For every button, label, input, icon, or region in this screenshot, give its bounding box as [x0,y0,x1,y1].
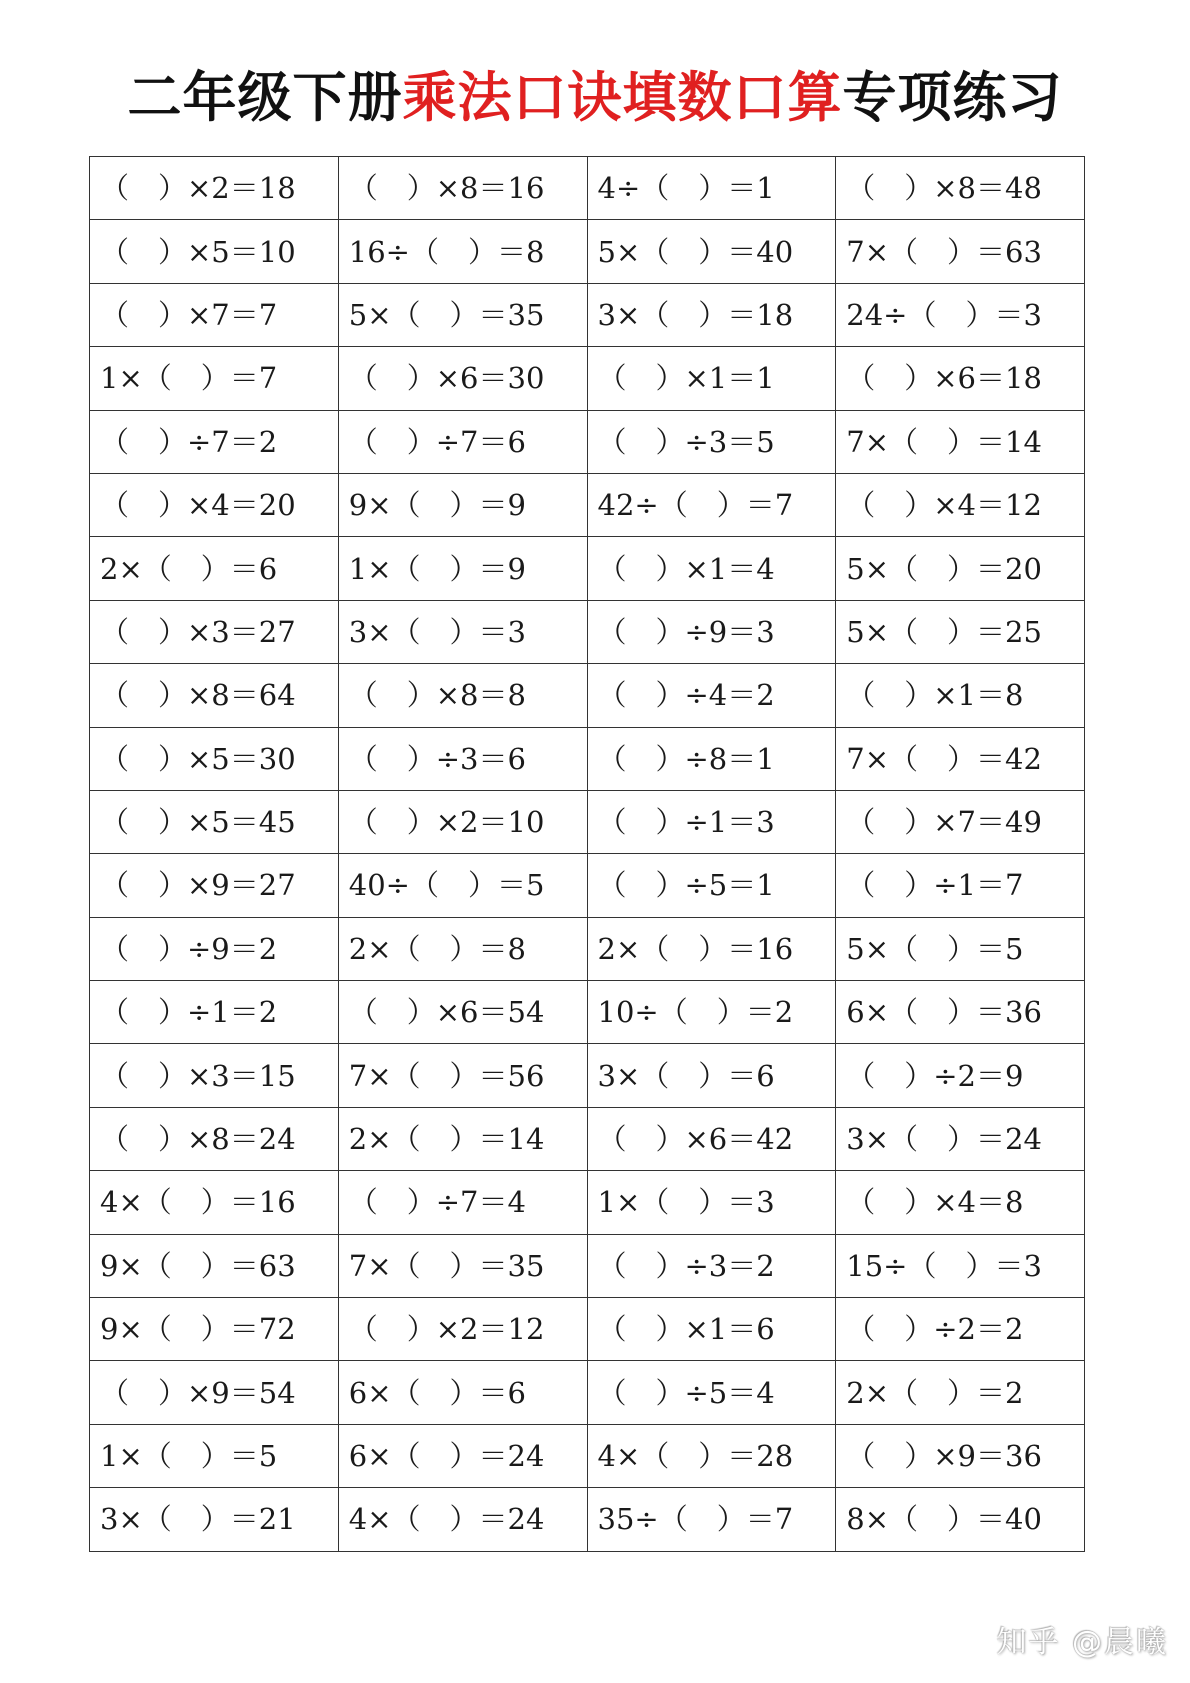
table-row [90,283,1085,346]
exercise-cell: （ ）×8＝24 [90,1107,339,1170]
table-row [90,1234,1085,1297]
exercise-cell: （ ）÷5＝1 [587,854,836,917]
exercise-cell: （ ）×7＝49 [836,790,1085,853]
exercise-cell: 35÷（ ）＝7 [587,1488,836,1551]
exercise-cell: 15÷（ ）＝3 [836,1234,1085,1297]
watermark: 知乎 @晨曦 [996,1625,1168,1660]
exercise-cell: 2×（ ）＝6 [90,537,339,600]
table-row [90,1171,1085,1234]
exercise-cell: 3×（ ）＝6 [587,1044,836,1107]
exercise-cell: （ ）×6＝42 [587,1107,836,1170]
exercise-cell: 7×（ ）＝56 [338,1044,587,1107]
exercise-cell: 2×（ ）＝8 [338,917,587,980]
exercise-cell: 5×（ ）＝40 [587,220,836,283]
table-row [90,1424,1085,1487]
table-row [90,537,1085,600]
exercise-cell: （ ）÷1＝3 [587,790,836,853]
table-row [90,220,1085,283]
exercise-cell: （ ）÷7＝6 [338,410,587,473]
table-row [90,981,1085,1044]
exercise-cell: （ ）÷2＝2 [836,1298,1085,1361]
exercise-cell: 10÷（ ）＝2 [587,981,836,1044]
table-row [90,1044,1085,1107]
table-row [90,854,1085,917]
exercise-cell: 8×（ ）＝40 [836,1488,1085,1551]
exercise-cell: （ ）×6＝30 [338,347,587,410]
exercise-cell: 4×（ ）＝24 [338,1488,587,1551]
table-row [90,664,1085,727]
exercise-cell: （ ）×4＝12 [836,473,1085,536]
exercise-table-body [90,157,1085,1552]
exercise-cell: 6×（ ）＝24 [338,1424,587,1487]
exercise-cell: （ ）×9＝27 [90,854,339,917]
exercise-cell: （ ）÷3＝6 [338,727,587,790]
exercise-cell: 16÷（ ）＝8 [338,220,587,283]
table-row [90,473,1085,536]
exercise-cell: 4÷（ ）＝1 [587,157,836,220]
exercise-cell: 2×（ ）＝14 [338,1107,587,1170]
exercise-cell: （ ）÷5＝4 [587,1361,836,1424]
exercise-cell: （ ）×6＝54 [338,981,587,1044]
exercise-cell: 7×（ ）＝14 [836,410,1085,473]
exercise-cell: 2×（ ）＝2 [836,1361,1085,1424]
exercise-cell: 5×（ ）＝35 [338,283,587,346]
exercise-cell: 6×（ ）＝6 [338,1361,587,1424]
exercise-cell: （ ）÷2＝9 [836,1044,1085,1107]
exercise-cell: （ ）÷1＝2 [90,981,339,1044]
exercise-cell: （ ）÷7＝4 [338,1171,587,1234]
exercise-cell: 5×（ ）＝25 [836,600,1085,663]
exercise-cell: （ ）÷1＝7 [836,854,1085,917]
exercise-cell: （ ）×5＝45 [90,790,339,853]
exercise-cell: 7×（ ）＝35 [338,1234,587,1297]
exercise-cell: （ ）×2＝10 [338,790,587,853]
table-row [90,410,1085,473]
exercise-cell: 4×（ ）＝28 [587,1424,836,1487]
exercise-cell: （ ）×8＝48 [836,157,1085,220]
exercise-cell: 42÷（ ）＝7 [587,473,836,536]
table-row [90,1298,1085,1361]
exercise-cell: （ ）×3＝27 [90,600,339,663]
exercise-cell: 1×（ ）＝9 [338,537,587,600]
title-part-1: 二年级下册 [127,66,403,129]
exercise-cell: 3×（ ）＝21 [90,1488,339,1551]
exercise-cell: 1×（ ）＝7 [90,347,339,410]
table-row [90,1361,1085,1424]
exercise-cell: 3×（ ）＝18 [587,283,836,346]
table-row [90,347,1085,410]
exercise-cell: 7×（ ）＝42 [836,727,1085,790]
exercise-cell: （ ）×7＝7 [90,283,339,346]
exercise-cell: （ ）×1＝8 [836,664,1085,727]
exercise-cell: （ ）÷9＝2 [90,917,339,980]
exercise-cell: 24÷（ ）＝3 [836,283,1085,346]
exercise-cell: （ ）÷3＝5 [587,410,836,473]
exercise-cell: 5×（ ）＝5 [836,917,1085,980]
exercise-cell: （ ）×8＝8 [338,664,587,727]
exercise-cell: （ ）×1＝4 [587,537,836,600]
exercise-cell: 4×（ ）＝16 [90,1171,339,1234]
exercise-cell: 9×（ ）＝9 [338,473,587,536]
exercise-cell: （ ）×4＝8 [836,1171,1085,1234]
exercise-cell: （ ）×2＝18 [90,157,339,220]
exercise-cell: （ ）×1＝1 [587,347,836,410]
exercise-cell: （ ）×8＝64 [90,664,339,727]
exercise-cell: 9×（ ）＝63 [90,1234,339,1297]
exercise-cell: 1×（ ）＝3 [587,1171,836,1234]
exercise-cell: （ ）×9＝54 [90,1361,339,1424]
exercise-cell: （ ）÷4＝2 [587,664,836,727]
exercise-cell: 9×（ ）＝72 [90,1298,339,1361]
exercise-cell: （ ）×9＝36 [836,1424,1085,1487]
exercise-cell: 6×（ ）＝36 [836,981,1085,1044]
exercise-cell: 7×（ ）＝63 [836,220,1085,283]
exercise-cell: （ ）×4＝20 [90,473,339,536]
title-part-3: 专项练习 [842,66,1063,129]
exercise-cell: （ ）×8＝16 [338,157,587,220]
exercise-cell: （ ）÷3＝2 [587,1234,836,1297]
exercise-cell: （ ）÷9＝3 [587,600,836,663]
exercise-cell: （ ）÷7＝2 [90,410,339,473]
table-row [90,1107,1085,1170]
page-title [0,58,1190,138]
exercise-cell: 3×（ ）＝3 [338,600,587,663]
exercise-cell: 5×（ ）＝20 [836,537,1085,600]
exercise-cell: （ ）÷8＝1 [587,727,836,790]
table-row [90,790,1085,853]
exercise-cell: （ ）×3＝15 [90,1044,339,1107]
exercise-cell: 3×（ ）＝24 [836,1107,1085,1170]
table-row [90,1488,1085,1551]
table-row [90,157,1085,220]
exercise-table [89,156,1085,1552]
exercise-cell: （ ）×2＝12 [338,1298,587,1361]
exercise-cell: 40÷（ ）＝5 [338,854,587,917]
exercise-cell: （ ）×5＝10 [90,220,339,283]
exercise-cell: 1×（ ）＝5 [90,1424,339,1487]
exercise-cell: （ ）×1＝6 [587,1298,836,1361]
table-row [90,600,1085,663]
table-row [90,727,1085,790]
exercise-cell: （ ）×6＝18 [836,347,1085,410]
table-row [90,917,1085,980]
exercise-cell: （ ）×5＝30 [90,727,339,790]
title-part-2-highlight: 乘法口诀填数口算 [402,66,843,129]
exercise-cell: 2×（ ）＝16 [587,917,836,980]
